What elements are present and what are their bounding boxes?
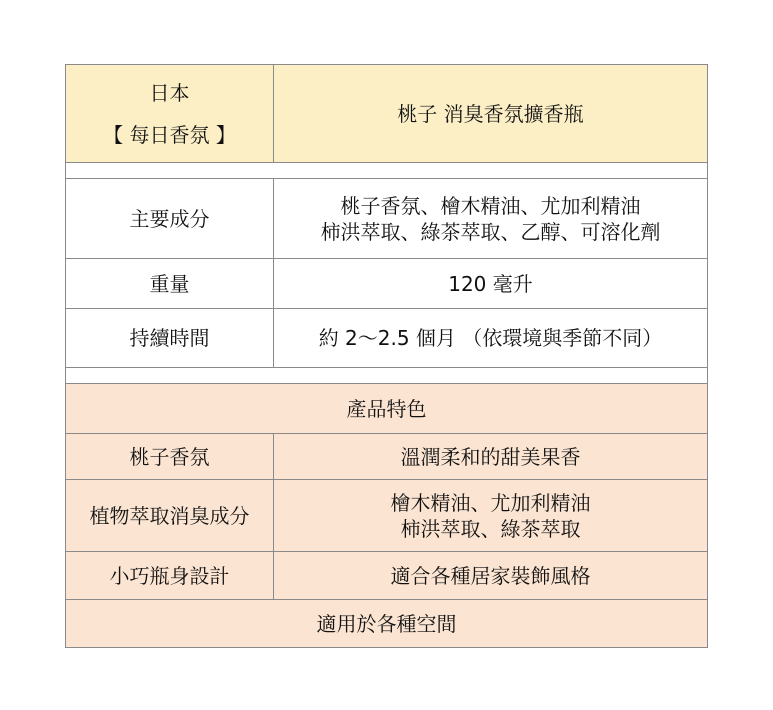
spec-label: 重量 xyxy=(66,259,274,309)
features-footer: 適用於各種空間 xyxy=(66,600,708,648)
product-info-table xyxy=(65,64,708,648)
origin-brand-cell xyxy=(66,65,274,163)
feature-value-line: 柿洪萃取、綠茶萃取 xyxy=(400,516,581,541)
feature-value xyxy=(274,480,708,552)
feature-row xyxy=(66,480,708,552)
spacer-row xyxy=(66,368,708,384)
product-title: 桃子 消臭香氛擴香瓶 xyxy=(274,65,708,163)
spec-value: 約 2～2.5 個月 （依環境與季節不同） xyxy=(274,309,708,368)
spec-row xyxy=(66,309,708,368)
spacer-row xyxy=(66,163,708,179)
spec-row xyxy=(66,179,708,259)
feature-value: 適合各種居家裝飾風格 xyxy=(274,552,708,600)
spec-value xyxy=(274,179,708,259)
feature-label: 桃子香氛 xyxy=(66,434,274,480)
features-footer-row xyxy=(66,600,708,648)
header-row xyxy=(66,65,708,163)
feature-label: 植物萃取消臭成分 xyxy=(66,480,274,552)
feature-value-line: 檜木精油、尤加利精油 xyxy=(390,490,591,515)
features-heading-row xyxy=(66,384,708,434)
feature-value: 溫潤柔和的甜美果香 xyxy=(274,434,708,480)
feature-row xyxy=(66,434,708,480)
spec-label: 持續時間 xyxy=(66,309,274,368)
spec-value-line: 桃子香氛、檜木精油、尤加利精油 xyxy=(340,193,641,218)
features-heading: 產品特色 xyxy=(66,384,708,434)
feature-label: 小巧瓶身設計 xyxy=(66,552,274,600)
feature-row xyxy=(66,552,708,600)
spec-row xyxy=(66,259,708,309)
origin-label: 日本 xyxy=(149,80,190,105)
spec-value: 120 毫升 xyxy=(274,259,708,309)
brand-label: 【 每日香氛 】 xyxy=(103,122,236,147)
spec-label: 主要成分 xyxy=(66,179,274,259)
spec-value-line: 柿洪萃取、綠茶萃取、乙醇、可溶化劑 xyxy=(320,219,661,244)
